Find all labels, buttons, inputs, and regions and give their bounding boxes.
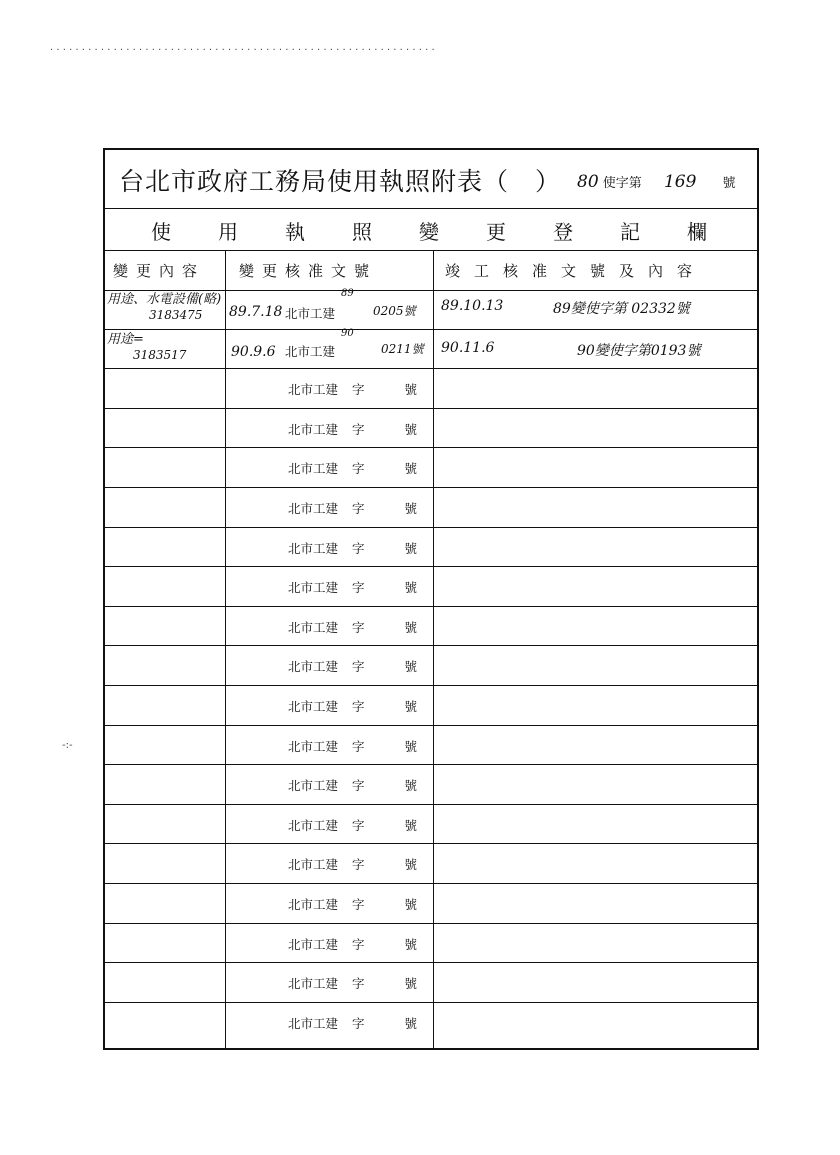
- approval-number-label: 北市工建 字 號: [288, 976, 418, 992]
- table-row: [105, 924, 757, 964]
- approval-number-label: 北市工建 字 號: [288, 619, 418, 635]
- approval-number-label: 北市工建 字 號: [288, 421, 418, 437]
- scan-mark-top: . . . . . . . . . . . . . . . . . . . . . . . . . . . . . . . . . . . . . . . . . . . . . . . . . . . . . . . . . . . . .: [50, 42, 435, 53]
- entry-content: 用途=: [107, 331, 144, 347]
- section-title: 使用執照變更登記欄: [151, 220, 754, 244]
- entry-approval-date: 89.7.18: [229, 304, 283, 320]
- table-row: [105, 369, 757, 409]
- entry-approval-year: 90: [341, 327, 354, 339]
- column-header-content: 變更內容: [113, 262, 206, 280]
- table-row: [105, 488, 757, 528]
- entry-completion-date: 90.11.6: [441, 339, 495, 356]
- table-row: [105, 1003, 757, 1043]
- entry-content-number: 3183475: [149, 308, 203, 322]
- form-title: 台北市政府工務局使用執照附表（ ）: [119, 167, 562, 196]
- table-row: [105, 567, 757, 607]
- table-row: [105, 686, 757, 726]
- table-row: [105, 805, 757, 845]
- table-row: [105, 290, 757, 330]
- table-row: [105, 327, 757, 370]
- column-header-row: [105, 250, 757, 291]
- approval-number-label: 北市工建 字 號: [288, 1015, 418, 1031]
- table-row: [105, 646, 757, 686]
- permit-appendix-form: [103, 148, 759, 1050]
- table-row: [105, 528, 757, 568]
- entry-approval-label: 北市工建: [285, 343, 336, 359]
- table-row: [105, 448, 757, 488]
- entry-completion-date: 89.10.13: [441, 298, 504, 314]
- title-row: [105, 150, 757, 209]
- approval-number-label: 北市工建 字 號: [288, 857, 418, 873]
- permit-word: 使字第: [602, 176, 642, 191]
- approval-number-label: 北市工建 字 號: [288, 580, 418, 596]
- table-row: [105, 844, 757, 884]
- entry-completion-number: 89變使字第 02332號: [553, 301, 690, 317]
- entry-content: 用途、水電設備(略): [107, 292, 222, 307]
- approval-number-label: 北市工建 字 號: [288, 540, 418, 556]
- entry-content-number: 3183517: [133, 347, 187, 362]
- table-row: [105, 963, 757, 1003]
- column-header-approval: 變更核准文號: [239, 262, 378, 280]
- approval-number-label: 北市工建 字 號: [288, 698, 418, 714]
- approval-number-label: 北市工建 字 號: [288, 778, 418, 794]
- entry-approval-year: 89: [341, 288, 354, 299]
- approval-number-label: 北市工建 字 號: [288, 936, 418, 952]
- permit-number: [577, 172, 736, 192]
- approval-number-label: 北市工建 字 號: [288, 659, 418, 675]
- section-row: [105, 208, 757, 251]
- entry-approval-label: 北市工建: [285, 306, 336, 321]
- approval-number-label: 北市工建 字 號: [288, 382, 418, 398]
- permit-number-value: 169: [663, 172, 697, 192]
- permit-prefix: 80: [577, 172, 599, 192]
- entry-completion-number: 90變使字第0193號: [577, 342, 701, 359]
- approval-number-label: 北市工建 字 號: [288, 500, 418, 516]
- table-row: [105, 409, 757, 449]
- table-row: [105, 765, 757, 805]
- table-row: [105, 607, 757, 647]
- entry-approval-number: 0205號: [373, 304, 416, 318]
- entry-approval-number: 0211號: [381, 341, 424, 356]
- scan-mark-left: -:-: [62, 740, 73, 751]
- table-row: [105, 884, 757, 924]
- approval-number-label: 北市工建 字 號: [288, 738, 418, 754]
- register-rows: [105, 290, 757, 1042]
- approval-number-label: 北市工建 字 號: [288, 817, 418, 833]
- approval-number-label: 北市工建 字 號: [288, 461, 418, 477]
- permit-suffix: 號: [722, 176, 736, 191]
- approval-number-label: 北市工建 字 號: [288, 896, 418, 912]
- entry-approval-date: 90.9.6: [231, 343, 276, 360]
- column-header-completion: 竣工核准文號及內容: [445, 262, 707, 280]
- table-row: [105, 726, 757, 766]
